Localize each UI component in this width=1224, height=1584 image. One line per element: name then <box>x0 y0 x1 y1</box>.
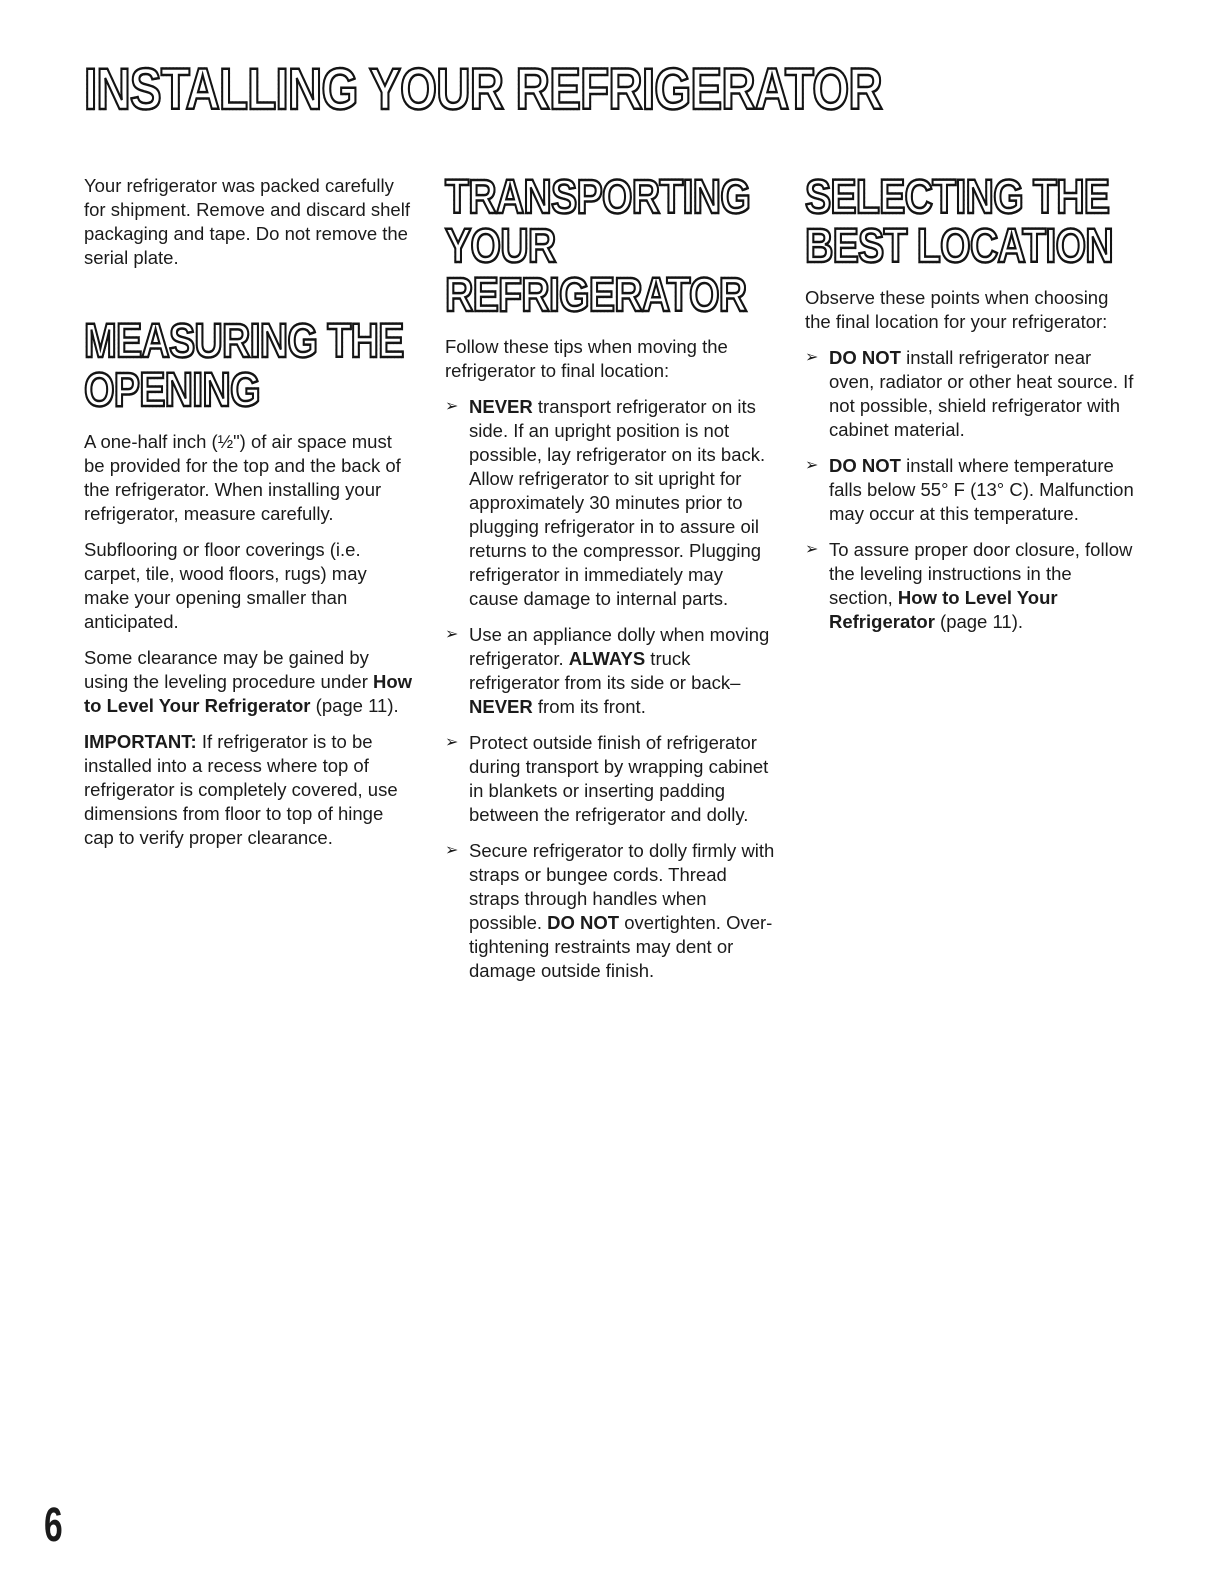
measuring-heading: MEASURING THE OPENING <box>84 318 414 416</box>
transporting-list <box>445 395 775 983</box>
item-text: install where temperature falls below 55° F (13° C). Malfunction may occur at this temperature. <box>829 454 1134 524</box>
bold-text: DO NOT <box>547 911 620 933</box>
selecting-list <box>805 346 1135 634</box>
column-middle <box>445 171 775 995</box>
item-text: truck refrigerator from its side or back– <box>469 647 741 693</box>
important-text: If refrigerator is to be installed into a recess where top of refrigerator is completely covered, use dimensions from floor to top of hinge cap to verify proper clearance. <box>84 730 398 848</box>
item-text: To assure proper door closure, follow the leveling instructions in the section, <box>829 538 1133 608</box>
measuring-p3-pre: Some clearance may be gained by using the leveling procedure under <box>84 646 373 692</box>
bold-text: DO NOT <box>829 346 901 368</box>
bold-text: ALWAYS <box>568 647 646 669</box>
item-text: (page 11). <box>934 610 1023 632</box>
page-number: 6 <box>44 1499 63 1552</box>
list-item <box>805 538 1135 634</box>
item-text: from its front. <box>532 695 646 717</box>
measuring-p3-post: (page 11). <box>310 694 399 716</box>
transporting-heading: TRANSPORTING YOUR REFRIGERATOR <box>445 174 775 321</box>
item-text: install refrigerator near oven, radiator or other heat source. If not possible, shield refrigerator with cabinet material. <box>829 346 1134 440</box>
bold-text: NEVER <box>469 395 533 417</box>
bold-text: DO NOT <box>829 454 901 476</box>
important-note <box>84 730 414 850</box>
measuring-paragraph-3 <box>84 646 414 718</box>
item-text: Use an appliance dolly when moving refrigerator. <box>469 623 770 669</box>
important-label: IMPORTANT: <box>84 730 197 752</box>
arrow-bullet-icon: ➢ <box>805 456 819 474</box>
page-title: INSTALLING YOUR REFRIGERATOR <box>84 57 882 122</box>
arrow-bullet-icon: ➢ <box>445 625 459 643</box>
item-text: Secure refrigerator to dolly firmly with straps or bungee cords. Thread straps through handles when possible. <box>469 839 775 933</box>
measuring-paragraph-1: A one-half inch (½") of air space must be provided for the top and the back of the refrigerator. When installing your refrigerator, measure carefully. <box>84 430 401 524</box>
list-item <box>445 731 775 827</box>
intro-paragraph: Your refrigerator was packed carefully for shipment. Remove and discard shelf packaging and tape. Do not remove the serial plate. <box>84 175 410 268</box>
item-text: overtighten. Over-tightening restraints may dent or damage outside finish. <box>469 911 773 981</box>
bold-text: How to Level Your Refrigerator <box>829 586 1058 632</box>
arrow-bullet-icon: ➢ <box>805 348 819 366</box>
item-text: Protect outside finish of refrigerator during transport by wrapping cabinet in blankets or inserting padding between the refrigerator and dolly. <box>469 731 769 825</box>
arrow-bullet-icon: ➢ <box>445 841 459 859</box>
measuring-paragraph-2: Subflooring or floor coverings (i.e. carpet, tile, wood floors, rugs) may make your opening smaller than anticipated. <box>84 538 367 632</box>
list-item <box>805 346 1135 442</box>
column-right <box>805 171 1135 646</box>
transporting-intro: Follow these tips when moving the refrigerator to final location: <box>445 335 728 381</box>
selecting-intro: Observe these points when choosing the final location for your refrigerator: <box>805 286 1109 332</box>
list-item <box>805 454 1135 526</box>
list-item <box>445 395 775 611</box>
bold-text: NEVER <box>469 695 533 717</box>
arrow-bullet-icon: ➢ <box>445 397 459 415</box>
selecting-heading: SELECTING THE BEST LOCATION <box>805 174 1135 272</box>
item-text: transport refrigerator on its side. If an upright position is not possible, lay refrigerator on its back. Allow refrigerator to sit upright for approximately 30 minutes prior to plugging refrigerator in to assure oil returns to the compressor. Plugging refrigerator in immediately may cause damage to internal parts. <box>469 395 766 609</box>
column-left <box>84 174 414 862</box>
list-item <box>445 623 775 719</box>
arrow-bullet-icon: ➢ <box>805 540 819 558</box>
list-item <box>445 839 775 983</box>
level-reference-link: How to Level Your Refrigerator <box>84 670 413 716</box>
arrow-bullet-icon: ➢ <box>445 733 459 751</box>
